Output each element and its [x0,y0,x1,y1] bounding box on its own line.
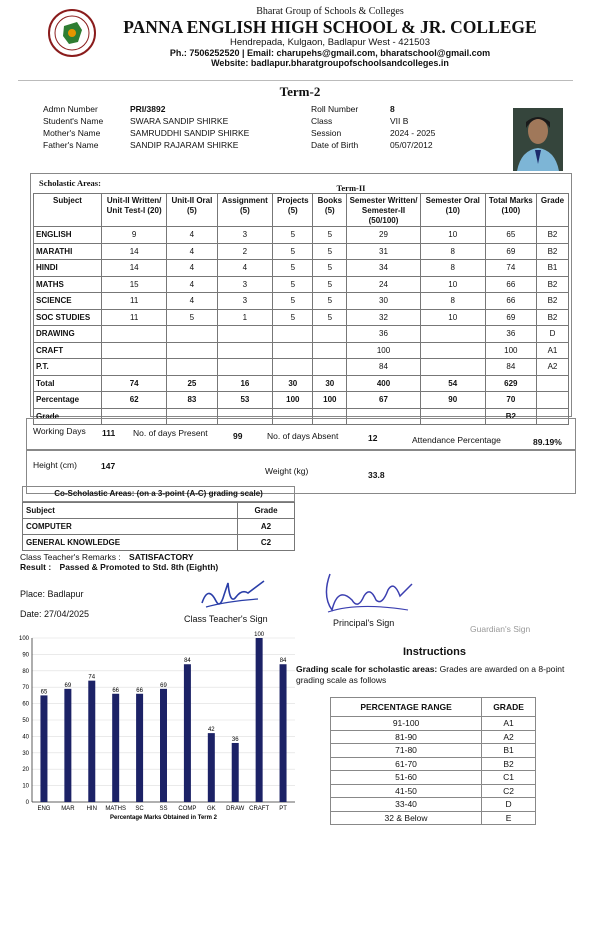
range-cell: 71-80 [331,744,482,758]
scholastic-row [34,326,569,343]
marks-cell: A2 [536,359,568,376]
working-days-label: Working Days [33,426,86,436]
student-name-value: SWARA SANDIP SHIRKE [130,116,229,126]
marks-cell: 32 [347,309,421,326]
range-cell: 33-40 [331,798,482,812]
scholastic-row [34,260,569,277]
scholastic-row [34,359,569,376]
subject-cell: CRAFT [34,342,102,359]
header-divider [18,80,573,81]
chart-x-tick: SS [159,806,168,812]
marks-cell: 8 [420,260,485,277]
marks-cell [273,342,313,359]
marks-cell: B2 [536,227,568,244]
range-cell: 91-100 [331,717,482,731]
student-photo [513,108,563,171]
marks-cell: 16 [217,375,273,392]
roll-label: Roll Number [311,104,359,114]
chart-value-label: 74 [88,674,96,681]
marks-cell [420,326,485,343]
scholastic-col-header: Unit-II Written/ Unit Test-I (20) [102,194,167,227]
marks-cell: 74 [102,375,167,392]
marks-cell: 5 [313,227,347,244]
marks-cell: 5 [313,309,347,326]
grade-cell: C1 [482,771,536,785]
marks-cell [167,359,217,376]
subject-cell: P.T. [34,359,102,376]
chart-bar [256,638,263,802]
marks-cell: 15 [102,276,167,293]
school-contact: Ph.: 7506252520 | Email: charupehs@gmail.com, bharatschool@gmail.com [169,48,491,58]
marks-cell: 53 [217,392,273,409]
marks-cell [102,326,167,343]
grade-cell: A1 [482,717,536,731]
subject-cell: Grade [34,408,102,425]
marks-cell: 2 [217,243,273,260]
subject-cell: HINDI [34,260,102,277]
marks-cell [420,359,485,376]
co-scholastic-title: Co-Scholastic Areas: (on a 3-point (A-C) grading scale) [22,486,295,502]
marks-cell: 3 [217,227,273,244]
chart-x-tick: MAR [61,806,75,812]
scholastic-col-header: Total Marks (100) [485,194,536,227]
scholastic-row [34,392,569,409]
chart-value-label: 66 [112,687,120,694]
chart-y-tick: 30 [22,750,29,757]
marks-cell [313,359,347,376]
grading-row [331,811,536,825]
co-grade: A2 [238,519,295,535]
marks-cell: 100 [273,392,313,409]
co-scholastic-row [23,535,295,551]
marks-cell: 10 [420,309,485,326]
marks-cell [102,342,167,359]
marks-cell: 66 [485,276,536,293]
result-label: Result : [20,562,52,572]
marks-cell: 8 [420,243,485,260]
marks-cell [273,359,313,376]
marks-cell: 24 [347,276,421,293]
grading-header-row [331,698,536,717]
subject-cell: MATHS [34,276,102,293]
chart-value-label: 69 [64,682,72,689]
subject-cell: SOC STUDIES [34,309,102,326]
marks-cell: B2 [536,276,568,293]
marks-cell: 5 [273,276,313,293]
marks-cell: 4 [217,260,273,277]
marks-cell: 5 [313,293,347,310]
marks-cell: 9 [102,227,167,244]
marks-cell: 4 [167,293,217,310]
marks-cell: 100 [347,342,421,359]
grading-row [331,784,536,798]
scholastic-row [34,227,569,244]
marks-cell: 62 [102,392,167,409]
chart-value-label: 100 [254,632,265,638]
height-label: Height (cm) [33,460,77,470]
marks-cell: 30 [313,375,347,392]
co-subject-header: Subject [23,503,238,519]
scholastic-col-header: Grade [536,194,568,227]
marks-cell [313,342,347,359]
marks-cell: 74 [485,260,536,277]
school-logo [47,8,97,58]
marks-cell [536,392,568,409]
marks-cell: 70 [485,392,536,409]
weight-value: 33.8 [368,470,385,480]
marks-cell: 10 [420,227,485,244]
grade-cell: B1 [482,744,536,758]
scholastic-row [34,342,569,359]
marks-cell: 4 [167,276,217,293]
chart-value-label: 36 [231,736,239,743]
marks-cell: A1 [536,342,568,359]
chart-bar [280,664,287,802]
marks-cell: B2 [536,293,568,310]
marks-cell [102,359,167,376]
mother-value: SAMRUDDHI SANDIP SHIRKE [130,128,250,138]
chart-bar [136,694,143,802]
marks-cell: 69 [485,309,536,326]
marks-cell: 67 [347,392,421,409]
student-name-label: Student's Name [43,116,104,126]
range-cell: 51-60 [331,771,482,785]
marks-cell: 400 [347,375,421,392]
marks-cell: 4 [167,243,217,260]
grade-cell: B2 [482,757,536,771]
marks-cell: 5 [313,243,347,260]
chart-x-tick: CRAFT [249,806,270,812]
grading-row [331,757,536,771]
marks-cell: 65 [485,227,536,244]
class-label: Class [311,116,333,126]
marks-chart [10,630,300,835]
grade-cell: C2 [482,784,536,798]
place: Place: Badlapur [20,589,84,599]
scholastic-header-row [34,194,569,227]
marks-cell: 84 [347,359,421,376]
scholastic-col-header: Semester Written/ Semester-II (50/100) [347,194,421,227]
marks-cell: 3 [217,293,273,310]
father-label: Father's Name [43,140,99,150]
marks-cell: 31 [347,243,421,260]
marks-cell: 69 [485,243,536,260]
chart-bar [208,733,215,802]
chart-y-tick: 0 [25,800,29,806]
session-label: Session [311,128,342,138]
chart-y-tick: 20 [22,767,29,774]
scholastic-row [34,375,569,392]
marks-cell: 8 [420,293,485,310]
marks-cell: B2 [485,408,536,425]
subject-cell: SCIENCE [34,293,102,310]
school-group: Bharat Group of Schools & Colleges [256,6,404,17]
range-cell: 61-70 [331,757,482,771]
session-value: 2024 - 2025 [390,128,436,138]
chart-value-label: 84 [184,658,191,665]
grade-cell: A2 [482,730,536,744]
term-title: Term-2 [279,84,321,99]
teacher-signature [198,575,270,615]
scholastic-row [34,243,569,260]
grade-cell: D [482,798,536,812]
subject-cell: Total [34,375,102,392]
marks-cell [420,342,485,359]
co-scholastic-table [22,502,295,551]
chart-bar [64,689,71,802]
chart-x-tick: SC [135,806,144,812]
marks-cell: 66 [485,293,536,310]
scholastic-col-header: Unit-II Oral (5) [167,194,217,227]
grading-row [331,730,536,744]
marks-cell: 54 [420,375,485,392]
marks-cell: 4 [167,227,217,244]
scholastic-title: Scholastic Areas: [39,178,101,188]
marks-cell: 84 [485,359,536,376]
scholastic-col-header: Subject [34,194,102,227]
chart-value-label: 42 [207,727,215,734]
marks-cell: D [536,326,568,343]
subject-cell: ENGLISH [34,227,102,244]
marks-cell: 30 [273,375,313,392]
chart-y-tick: 40 [22,734,29,741]
marks-cell: 3 [217,276,273,293]
subject-cell: DRAWING [34,326,102,343]
marks-cell: 14 [102,260,167,277]
marks-cell: 100 [313,392,347,409]
remarks-value: SATISFACTORY [129,552,194,562]
range-header: PERCENTAGE RANGE [331,698,482,717]
school-name: PANNA ENGLISH HIGH SCHOOL & JR. COLLEGE [123,17,537,37]
grading-row [331,771,536,785]
chart-x-tick: HIN [86,806,97,812]
scholastic-term: Term-II [336,183,366,193]
dob-label: Date of Birth [311,140,359,150]
co-scholastic-header-row [23,503,295,519]
marks-cell [536,375,568,392]
grade-cell: E [482,811,536,825]
marks-cell: 4 [167,260,217,277]
chart-value-label: 65 [40,689,48,696]
chart-bar [184,664,191,802]
marks-cell: B1 [536,260,568,277]
grading-row [331,717,536,731]
chart-y-tick: 70 [22,685,29,692]
school-website: Website: badlapur.bharatgroupofschoolsandcolleges.in [211,58,449,68]
chart-x-tick: GK [206,806,216,812]
range-cell: 81-90 [331,730,482,744]
subject-cell: Percentage [34,392,102,409]
chart-value-label: 84 [279,658,287,665]
co-grade: C2 [238,535,295,551]
co-subject: COMPUTER [23,519,238,535]
chart-y-tick: 60 [22,701,29,708]
teacher-sign-label: Class Teacher's Sign [184,614,268,624]
chart-x-label: Percentage Marks Obtained in Term 2 [110,815,217,821]
chart-bar [88,681,95,802]
chart-y-tick: 100 [18,636,29,642]
marks-cell: 25 [167,375,217,392]
grading-row [331,744,536,758]
attendance-box [26,418,576,450]
co-grade-header: Grade [238,503,295,519]
guardian-sign-label: Guardian's Sign [470,624,531,634]
chart-x-tick: MATHS [105,806,126,812]
chart-value-label: 66 [136,687,143,694]
co-scholastic-row [23,519,295,535]
marks-cell [217,326,273,343]
marks-cell: 11 [102,293,167,310]
range-cell: 32 & Below [331,811,482,825]
scholastic-row [34,276,569,293]
scholastic-table-wrap [30,173,572,421]
marks-cell: 14 [102,243,167,260]
co-subject: GENERAL KNOWLEDGE [23,535,238,551]
scholastic-col-header: Books (5) [313,194,347,227]
marks-cell [217,359,273,376]
grade-header: GRADE [482,698,536,717]
scholastic-row [34,293,569,310]
marks-cell: 30 [347,293,421,310]
grading-scale-table [330,697,536,825]
instructions-title: Instructions [403,646,466,658]
chart-bar [232,743,239,802]
scholastic-row [34,309,569,326]
absent-value: 12 [368,433,378,443]
chart-x-tick: DRAW [226,806,245,812]
admn-value: PRI/3892 [130,104,166,114]
mother-label: Mother's Name [43,128,101,138]
instructions-lead: Grading scale for scholastic areas: [296,664,438,674]
weight-label: Weight (kg) [265,466,309,476]
marks-cell: 36 [347,326,421,343]
scholastic-col-header: Semester Oral (10) [420,194,485,227]
chart-bar [160,689,167,802]
present-value: 99 [233,431,243,441]
chart-bar [40,695,47,802]
chart-y-tick: 90 [22,652,29,659]
marks-cell: 5 [167,309,217,326]
attendance-pct-value: 89.19% [533,437,562,447]
chart-x-tick: ENG [37,806,51,812]
attendance-pct-label: Attendance Percentage [412,435,501,445]
roll-value: 8 [390,104,395,114]
instructions-text: Grades are awarded on a 8-point grading scale as follows [296,664,565,685]
admn-label: Admn Number [43,104,98,114]
marks-cell [167,342,217,359]
marks-cell: 36 [485,326,536,343]
marks-cell: 5 [273,293,313,310]
marks-cell [167,326,217,343]
dob-value: 05/07/2012 [390,140,433,150]
marks-cell: 34 [347,260,421,277]
principal-sign-label: Principal's Sign [333,618,395,628]
marks-cell: 629 [485,375,536,392]
scholastic-table [33,193,569,425]
remarks-label: Class Teacher's Remarks : [20,552,121,562]
marks-cell: 5 [313,276,347,293]
school-address: Hendrepada, Kulgaon, Badlapur West - 421503 [230,37,430,48]
principal-signature [318,566,418,622]
marks-cell [217,342,273,359]
working-days-value: 111 [102,428,116,438]
present-label: No. of days Present [133,428,208,438]
marks-cell: 10 [420,276,485,293]
marks-cell: 83 [167,392,217,409]
marks-cell: 100 [485,342,536,359]
co-scholastic-box [22,486,295,551]
grading-row [331,798,536,812]
marks-cell [313,326,347,343]
chart-x-tick: PT [279,806,287,812]
marks-cell: 1 [217,309,273,326]
marks-cell: 5 [273,309,313,326]
scholastic-col-header: Projects (5) [273,194,313,227]
marks-cell: B2 [536,309,568,326]
marks-cell: 5 [273,243,313,260]
class-value: VII B [390,116,409,126]
chart-x-tick: COMP [178,806,197,812]
marks-cell: 5 [273,227,313,244]
marks-cell [273,326,313,343]
marks-cell: 11 [102,309,167,326]
scholastic-col-header: Assignment (5) [217,194,273,227]
height-value: 147 [101,461,116,471]
marks-cell: 90 [420,392,485,409]
marks-cell: 29 [347,227,421,244]
marks-cell: B2 [536,243,568,260]
date: Date: 27/04/2025 [20,609,90,619]
chart-bar [112,694,119,802]
absent-label: No. of days Absent [267,431,339,441]
chart-y-tick: 10 [22,783,29,790]
result-value: Passed & Promoted to Std. 8th (Eighth) [59,562,219,572]
chart-value-label: 69 [160,682,167,689]
father-value: SANDIP RAJARAM SHIRKE [130,140,239,150]
subject-cell: MARATHI [34,243,102,260]
chart-y-tick: 50 [22,718,29,724]
range-cell: 41-50 [331,784,482,798]
marks-cell: 5 [273,260,313,277]
marks-cell: 5 [313,260,347,277]
chart-y-tick: 80 [22,668,29,675]
